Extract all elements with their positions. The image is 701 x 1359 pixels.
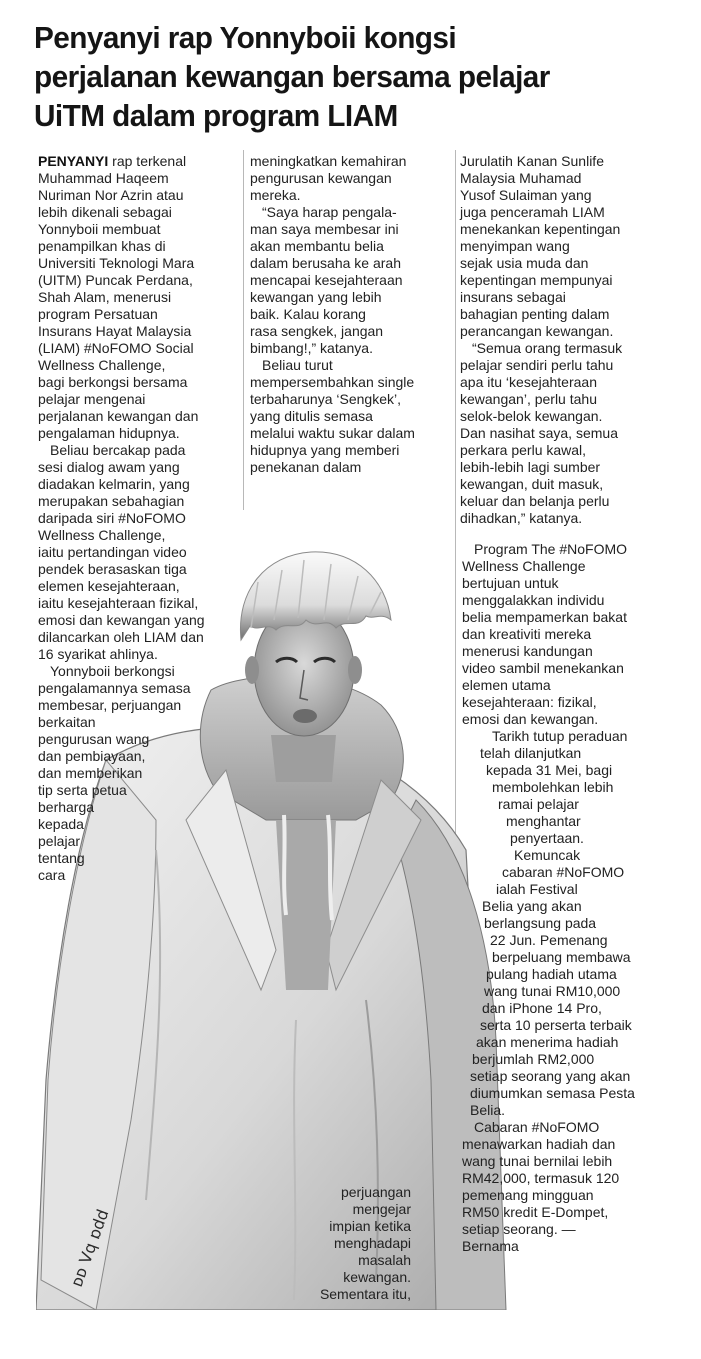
article-line <box>462 1170 635 1187</box>
article-line-text: bertujuan untuk <box>462 575 559 591</box>
article-line-text: Universiti Teknologi Mara <box>38 255 195 271</box>
article-line-text: kepentingan mempunyai <box>460 272 613 288</box>
article-line-text: Cabaran #NoFOMO <box>474 1119 600 1135</box>
article-line-text: (LIAM) #NoFOMO Social <box>38 340 194 356</box>
article-line-text: kepada 31 Mei, bagi <box>486 762 613 778</box>
article-line <box>38 408 205 425</box>
article-line-text: lebih dikenali sebagai <box>38 204 172 220</box>
article-line-text: 22 Jun. Pemenang <box>490 932 608 948</box>
article-line <box>285 1252 411 1269</box>
article-column-3-continued <box>462 541 635 1255</box>
article-column-3 <box>460 153 622 527</box>
article-line-text: diumumkan semasa Pesta <box>470 1085 635 1101</box>
article-line-text: baik. Kalau korang <box>250 306 366 322</box>
headline-line: perjalanan kewangan bersama pelajar <box>34 59 550 94</box>
article-line <box>250 323 415 340</box>
article-line <box>250 459 415 476</box>
article-line-text: Program The #NoFOMO <box>474 541 628 557</box>
article-line <box>285 1286 411 1303</box>
article-line-text: Wellness Challenge <box>462 558 586 574</box>
article-line <box>462 541 635 558</box>
article-line-text: emosi dan kewangan yang <box>38 612 205 628</box>
article-line-text: Wellness Challenge, <box>38 527 166 543</box>
article-line-text: insurans sebagai <box>460 289 566 305</box>
article-line-text: dan pembiayaan, <box>38 748 146 764</box>
column-rule <box>243 150 244 510</box>
article-line <box>38 765 205 782</box>
article-line <box>460 476 622 493</box>
article-line <box>250 255 415 272</box>
article-line <box>460 306 622 323</box>
article-line-text: pelajar sendiri perlu tahu <box>460 357 614 373</box>
coat-lettering: ᴅᴅ Vq ɒdd <box>66 1206 113 1290</box>
article-line <box>38 459 205 476</box>
article-line-text: masalah <box>358 1252 411 1268</box>
headline-line: UiTM dalam program LIAM <box>34 98 398 133</box>
article-line-text: penampilkan khas di <box>38 238 166 254</box>
article-line <box>250 391 415 408</box>
article-column-1 <box>38 153 205 884</box>
article-line <box>480 745 635 762</box>
article-line-text: sesi dialog awam yang <box>38 459 180 475</box>
article-line-text: menawarkan hadiah dan <box>462 1136 616 1152</box>
article-line <box>460 187 622 204</box>
article-line-text: yang ditulis semasa <box>250 408 373 424</box>
article-line <box>285 1201 411 1218</box>
article-line-text: iaitu kesejahteraan fizikal, <box>38 595 199 611</box>
article-line <box>38 527 205 544</box>
article-line-text: selok-belok kewangan. <box>460 408 603 424</box>
article-line-text: kewangan’, perlu tahu <box>460 391 597 407</box>
article-line <box>462 1187 635 1204</box>
article-line-text: kewangan. <box>343 1269 411 1285</box>
article-line-text: man saya membesar ini <box>250 221 399 237</box>
article-line <box>38 663 205 680</box>
article-line-text: Belia yang akan <box>482 898 582 914</box>
article-line <box>38 646 205 663</box>
article-line-text: 16 syarikat ahlinya. <box>38 646 158 662</box>
article-line-text: wang tunai RM10,000 <box>484 983 621 999</box>
article-line-text: pelajar mengenai <box>38 391 146 407</box>
article-line-text: bahagian penting dalam <box>460 306 610 322</box>
article-line <box>250 170 415 187</box>
article-line <box>462 558 635 575</box>
article-line <box>462 609 635 626</box>
article-line <box>460 323 622 340</box>
article-line <box>486 762 635 779</box>
article-line <box>460 357 622 374</box>
article-line-text: hidupnya yang memberi <box>250 442 400 458</box>
article-line-text: kewangan, duit masuk, <box>460 476 604 492</box>
article-line <box>472 1051 635 1068</box>
article-line-text: impian ketika <box>329 1218 411 1234</box>
article-line-text: Wellness Challenge, <box>38 357 166 373</box>
article-line <box>470 1068 635 1085</box>
article-line <box>38 714 205 731</box>
article-line <box>38 493 205 510</box>
article-line-text: akan menerima hadiah <box>476 1034 619 1050</box>
article-line <box>506 813 635 830</box>
article-line-text: dan iPhone 14 Pro, <box>482 1000 602 1016</box>
article-line-text: Tarikh tutup peraduan <box>492 728 628 744</box>
article-line-text: bimbang!,” katanya. <box>250 340 373 356</box>
article-line <box>38 323 205 340</box>
article-line-text: Beliau bercakap pada <box>50 442 186 458</box>
article-line-text: tip serta petua <box>38 782 127 798</box>
article-line-text: merupakan sebahagian <box>38 493 185 509</box>
article-kicker: PENYANYI <box>38 153 109 169</box>
article-line <box>482 1000 635 1017</box>
article-line-text: wang tunai bernilai lebih <box>462 1153 613 1169</box>
article-line <box>250 442 415 459</box>
article-line <box>250 153 415 170</box>
article-line-text: Yusof Sulaiman yang <box>460 187 592 203</box>
article-line-text: Belia. <box>470 1102 506 1118</box>
article-line <box>250 187 415 204</box>
article-line-text: perjalanan kewangan dan <box>38 408 199 424</box>
article-line <box>496 881 635 898</box>
article-line <box>285 1184 411 1201</box>
article-line <box>38 816 205 833</box>
article-line-text: mempersembahkan single <box>250 374 415 390</box>
article-line <box>470 1085 635 1102</box>
article-line-text: pengurusan kewangan <box>250 170 392 186</box>
article-line <box>38 697 205 714</box>
article-line <box>460 425 622 442</box>
article-line <box>38 272 205 289</box>
article-line <box>460 153 622 170</box>
article-line <box>38 187 205 204</box>
article-line <box>476 1034 635 1051</box>
article-line <box>460 238 622 255</box>
article-line-text: pengalamannya semasa <box>38 680 191 696</box>
article-line-text: menyimpan wang <box>460 238 570 254</box>
article-line <box>38 153 205 170</box>
article-line-text: Kemuncak <box>514 847 581 863</box>
article-line-text: membesar, perjuangan <box>38 697 182 713</box>
article-line-text: menekankan kepentingan <box>460 221 621 237</box>
article-line <box>462 660 635 677</box>
article-line-text: keluar dan belanja perlu <box>460 493 610 509</box>
article-line-text: Nuriman Nor Azrin atau <box>38 187 184 203</box>
article-line <box>462 626 635 643</box>
article-line-text: menghadapi <box>333 1235 411 1251</box>
article-line-text: elemen kesejahteraan, <box>38 578 180 594</box>
article-line <box>38 255 205 272</box>
article-line-text: akan membantu belia <box>250 238 384 254</box>
article-line-text: berlangsung pada <box>484 915 597 931</box>
article-line-text: Beliau turut <box>262 357 333 373</box>
article-line <box>480 728 635 745</box>
article-line-text: sejak usia muda dan <box>460 255 589 271</box>
article-line <box>38 476 205 493</box>
article-line <box>250 425 415 442</box>
article-line <box>486 966 635 983</box>
article-line <box>460 442 622 459</box>
article-line <box>462 1119 635 1136</box>
article-line <box>250 374 415 391</box>
article-line-text: setiap seorang yang akan <box>470 1068 631 1084</box>
article-line <box>250 306 415 323</box>
article-line <box>480 1017 635 1034</box>
article-line-text: mereka. <box>250 187 301 203</box>
article-line-text: penyertaan. <box>510 830 584 846</box>
article-line-text: rap terkenal <box>108 153 187 169</box>
article-line <box>38 357 205 374</box>
article-line-text: dalam berusaha ke arah <box>250 255 401 271</box>
article-line <box>38 680 205 697</box>
article-line <box>460 340 622 357</box>
article-line <box>462 1136 635 1153</box>
article-line-text: Shah Alam, menerusi <box>38 289 172 305</box>
article-line <box>460 408 622 425</box>
article-line <box>38 544 205 561</box>
article-line <box>492 779 635 796</box>
article-line <box>460 272 622 289</box>
article-line <box>38 595 205 612</box>
article-line-text: daripada siri #NoFOMO <box>38 510 186 526</box>
article-line-text: pemenang mingguan <box>462 1187 594 1203</box>
article-line-text: pelajar <box>38 833 81 849</box>
article-line <box>38 204 205 221</box>
article-line-text: cabaran #NoFOMO <box>502 864 625 880</box>
article-line <box>484 915 635 932</box>
article-line <box>250 289 415 306</box>
article-line <box>460 391 622 408</box>
article-line <box>510 830 635 847</box>
article-line <box>38 391 205 408</box>
article-line <box>285 1269 411 1286</box>
article-line-text: kewangan yang lebih <box>250 289 382 305</box>
article-line <box>462 677 635 694</box>
article-line-text: menerusi kandungan <box>462 643 593 659</box>
article-line-text: perjuangan <box>340 1184 411 1200</box>
article-line-text: perkara perlu kawal, <box>460 442 587 458</box>
article-line <box>38 561 205 578</box>
article-line <box>250 357 415 374</box>
article-line-text: juga penceramah LIAM <box>460 204 605 220</box>
article-line-text: terbaharunya ‘Sengkek’, <box>250 391 401 407</box>
article-line <box>462 592 635 609</box>
article-line-text: berkaitan <box>38 714 96 730</box>
article-line-text: Yonnyboii berkongsi <box>50 663 175 679</box>
article-line-text: bagi berkongsi bersama <box>38 374 188 390</box>
article-line-text: kesejahteraan: fizikal, <box>462 694 597 710</box>
article-line-text: Bernama <box>462 1238 519 1254</box>
article-line <box>484 983 635 1000</box>
article-line <box>250 408 415 425</box>
article-line <box>38 612 205 629</box>
article-line-text: pengalaman hidupnya. <box>38 425 180 441</box>
article-line-text: kepada <box>38 816 84 832</box>
article-line-text: Jurulatih Kanan Sunlife <box>460 153 604 169</box>
article-line-text: pendek berasaskan tiga <box>38 561 187 577</box>
article-line <box>38 170 205 187</box>
article-line-text: (UITM) Puncak Perdana, <box>38 272 193 288</box>
article-line <box>462 711 635 728</box>
article-line <box>462 643 635 660</box>
article-line <box>462 575 635 592</box>
article-line <box>460 459 622 476</box>
article-line-text: setiap seorang. — <box>462 1221 576 1237</box>
article-line <box>38 782 205 799</box>
article-line-text: serta 10 perserta terbaik <box>480 1017 632 1033</box>
article-line <box>460 170 622 187</box>
article-line <box>38 867 205 884</box>
article-line <box>460 255 622 272</box>
article-line-text: Malaysia Muhamad <box>460 170 582 186</box>
article-line <box>490 932 635 949</box>
article-line <box>38 289 205 306</box>
article-line-text: mengejar <box>352 1201 411 1217</box>
article-line <box>38 833 205 850</box>
article-line <box>462 694 635 711</box>
article-line <box>38 374 205 391</box>
article-line <box>38 578 205 595</box>
article-line <box>482 898 635 915</box>
article-line-text: Sementara itu, <box>319 1286 411 1302</box>
article-line-text: berjumlah RM2,000 <box>472 1051 595 1067</box>
article-line <box>38 221 205 238</box>
article-line <box>285 1218 411 1235</box>
headline <box>34 18 648 135</box>
article-line-text: ramai pelajar <box>498 796 579 812</box>
article-column-2-continued <box>285 1184 411 1303</box>
article-line <box>38 850 205 867</box>
article-line <box>250 221 415 238</box>
article-line-text: emosi dan kewangan. <box>462 711 599 727</box>
article-line-text: diadakan kelmarin, yang <box>38 476 190 492</box>
article-line <box>502 847 635 864</box>
article-line <box>462 1153 635 1170</box>
article-line-text: Muhammad Haqeem <box>38 170 169 186</box>
article-line <box>460 221 622 238</box>
article-line <box>460 510 622 527</box>
article-line <box>498 796 635 813</box>
article-line-text: lebih-lebih lagi sumber <box>460 459 601 475</box>
article-line-text: dilancarkan oleh LIAM dan <box>38 629 204 645</box>
article-line <box>462 1238 635 1255</box>
article-line-text: elemen utama <box>462 677 551 693</box>
article-line-text: menggalakkan individu <box>462 592 605 608</box>
article-line <box>460 493 622 510</box>
article-line <box>460 374 622 391</box>
article-line <box>462 1221 635 1238</box>
article-line <box>470 1102 635 1119</box>
article-line-text: “Semua orang termasuk <box>472 340 623 356</box>
article-line <box>38 731 205 748</box>
article-line-text: tentang <box>38 850 85 866</box>
article-line <box>38 442 205 459</box>
article-line <box>502 864 635 881</box>
article-line-text: apa itu ‘kesejahteraan <box>460 374 597 390</box>
article-line <box>285 1235 411 1252</box>
article-line-text: ialah Festival <box>496 881 578 897</box>
article-line <box>38 306 205 323</box>
article-line-text: mencapai kesejahteraan <box>250 272 403 288</box>
article-line-text: dan kreativiti mereka <box>462 626 592 642</box>
article-line-text: perancangan kewangan. <box>460 323 614 339</box>
article-line-text: cara <box>38 867 66 883</box>
article-line-text: iaitu pertandingan video <box>38 544 187 560</box>
article-line <box>460 289 622 306</box>
headline-line: Penyanyi rap Yonnyboii kongsi <box>34 20 457 55</box>
article-line <box>38 238 205 255</box>
article-line-text: penekanan dalam <box>250 459 362 475</box>
article-line <box>250 340 415 357</box>
article-line-text: telah dilanjutkan <box>480 745 582 761</box>
article-line-text: Insurans Hayat Malaysia <box>38 323 192 339</box>
article-column-2 <box>250 153 415 476</box>
article-line-text: belia mempamerkan bakat <box>462 609 627 625</box>
article-line-text: Dan nasihat saya, semua <box>460 425 618 441</box>
article-line-text: RM50 kredit E-Dompet, <box>462 1204 609 1220</box>
article-line <box>38 748 205 765</box>
article-line-text: pengurusan wang <box>38 731 150 747</box>
article-line <box>462 1204 635 1221</box>
article-line-text: pulang hadiah utama <box>486 966 617 982</box>
article-line-text: dan memberikan <box>38 765 143 781</box>
article-line-text: dihadkan,” katanya. <box>460 510 583 526</box>
article-line-text: menghantar <box>506 813 581 829</box>
article-line <box>460 204 622 221</box>
article-line-text: membolehkan lebih <box>492 779 614 795</box>
article-line <box>250 272 415 289</box>
article-line-text: melalui waktu sukar dalam <box>250 425 415 441</box>
article-line <box>38 510 205 527</box>
article-line-text: rasa sengkek, jangan <box>250 323 384 339</box>
article-line <box>492 949 635 966</box>
article-line-text: berharga <box>38 799 95 815</box>
article-line-text: berpeluang membawa <box>492 949 631 965</box>
article-line <box>38 629 205 646</box>
article-line <box>38 340 205 357</box>
article-line-text: meningkatkan kemahiran <box>250 153 407 169</box>
article-line <box>38 425 205 442</box>
article-line <box>250 238 415 255</box>
article-line-text: program Persatuan <box>38 306 158 322</box>
article-line-text: video sambil menekankan <box>462 660 624 676</box>
article-line-text: Yonnyboii membuat <box>38 221 161 237</box>
article-line <box>250 204 415 221</box>
article-line <box>38 799 205 816</box>
article-line-text: “Saya harap pengala- <box>262 204 397 220</box>
article-line-text: RM42,000, termasuk 120 <box>462 1170 620 1186</box>
